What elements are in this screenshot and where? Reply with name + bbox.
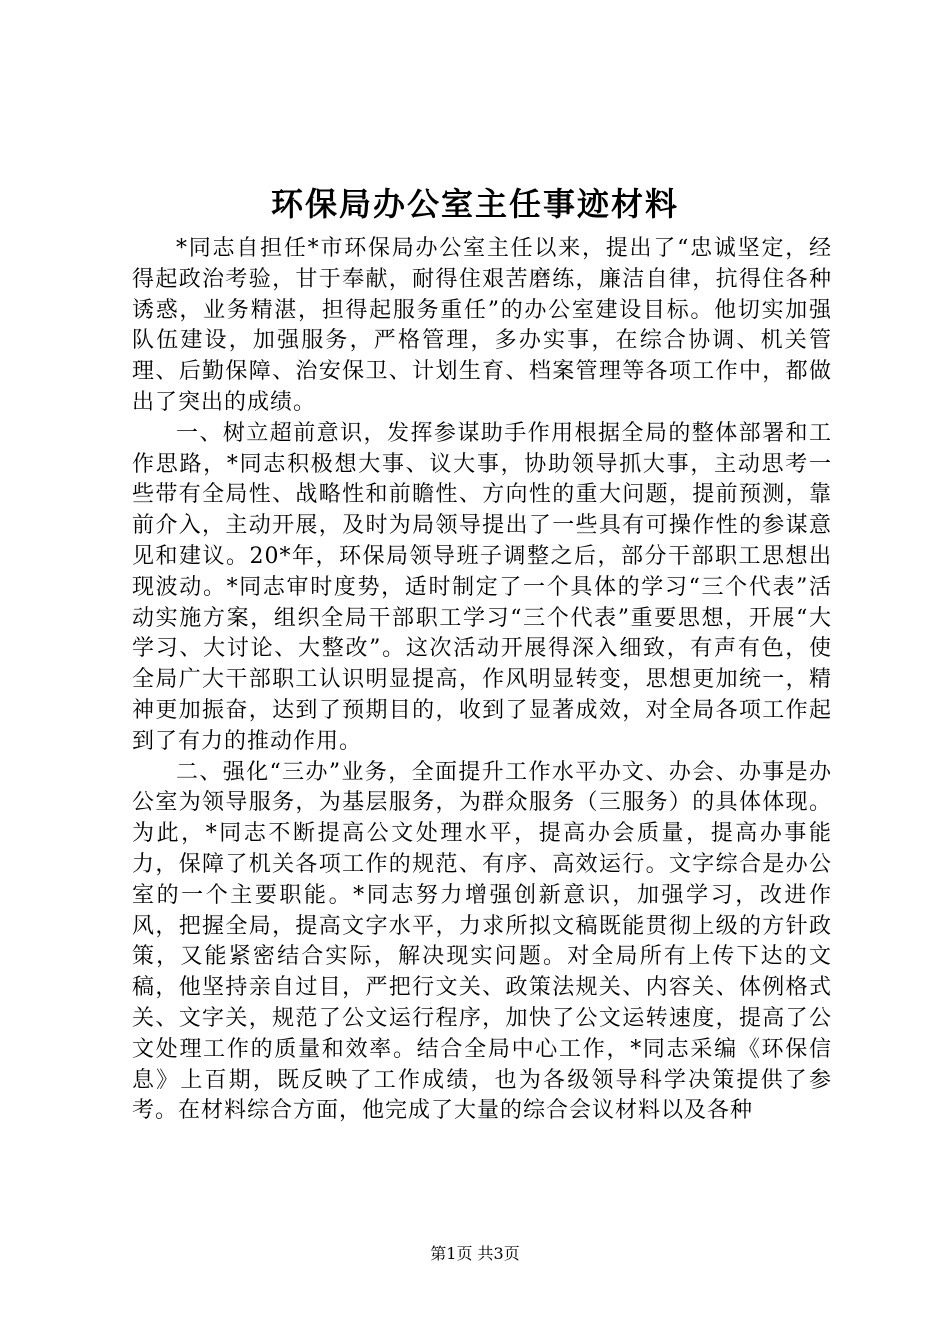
paragraph-section-two: 二、强化“三办”业务，全面提升工作水平办文、办会、办事是办公室为领导服务，为基层服务，为群众服务（三服务）的具体体现。为此，*同志不断提高公文处理水平，提高办会质量，提高办事能力，保障了机关各项工作的规范、有序、高效运行。文字综合是办公室的一个主要职能。*同志努力增强创新意识，加强学习，改进作风，把握全局，提高文字水平，力求所拟文稿既能贯彻上级的方针政策，又能紧密结合实际，解决现实问题。对全局所有上传下达的文稿，他坚持亲自过目，严把行文关、政策法规关、内容关、体例格式关、文字关，规范了公文运行程序，加快了公文运转速度，提高了公文处理工作的质量和效率。结合全局中心工作，*同志采编《环保信息》上百期，既反映了工作成绩，也为各级领导科学决策提供了参考。在材料综合方面，他完成了大量的综合会议材料以及各种: [132, 759, 832, 1124]
page-number-footer: 第1页 共3页: [430, 1244, 520, 1263]
paragraph-section-one: 一、树立超前意识，发挥参谋助手作用根据全局的整体部署和工作思路，*同志积极想大事、议大事，协助领导抓大事，主动思考一些带有全局性、战略性和前瞻性、方向性的重大问题，提前预测，靠前介入，主动开展，及时为局领导提出了一些具有可操作性的参谋意见和建议。20*年，环保局领导班子调整之后，部分干部职工思想出现波动。*同志审时度势，适时制定了一个具体的学习“三个代表”活动实施方案，组织全局干部职工学习“三个代表”重要思想，开展“大学习、大讨论、大整改”。这次活动开展得深入细致，有声有色，使全局广大干部职工认识明显提高，作风明显转变，思想更加统一，精神更加振奋，达到了预期目的，收到了显著成效，对全局各项工作起到了有力的推动作用。: [132, 420, 832, 754]
document-body: [132, 234, 832, 1127]
document-title: 环保局办公室主任事迹材料: [270, 185, 679, 223]
paragraph-intro: *同志自担任*市环保局办公室主任以来，提出了“忠诚坚定，经得起政治考验，甘于奉献，耐得住艰苦磨练，廉洁自律，抗得住各种诱惑，业务精湛，担得起服务重任”的办公室建设目标。他切实加强队伍建设，加强服务，严格管理，多办实事，在综合协调、机关管理、后勤保障、治安保卫、计划生育、档案管理等各项工作中，都做出了突出的成绩。: [132, 236, 832, 415]
